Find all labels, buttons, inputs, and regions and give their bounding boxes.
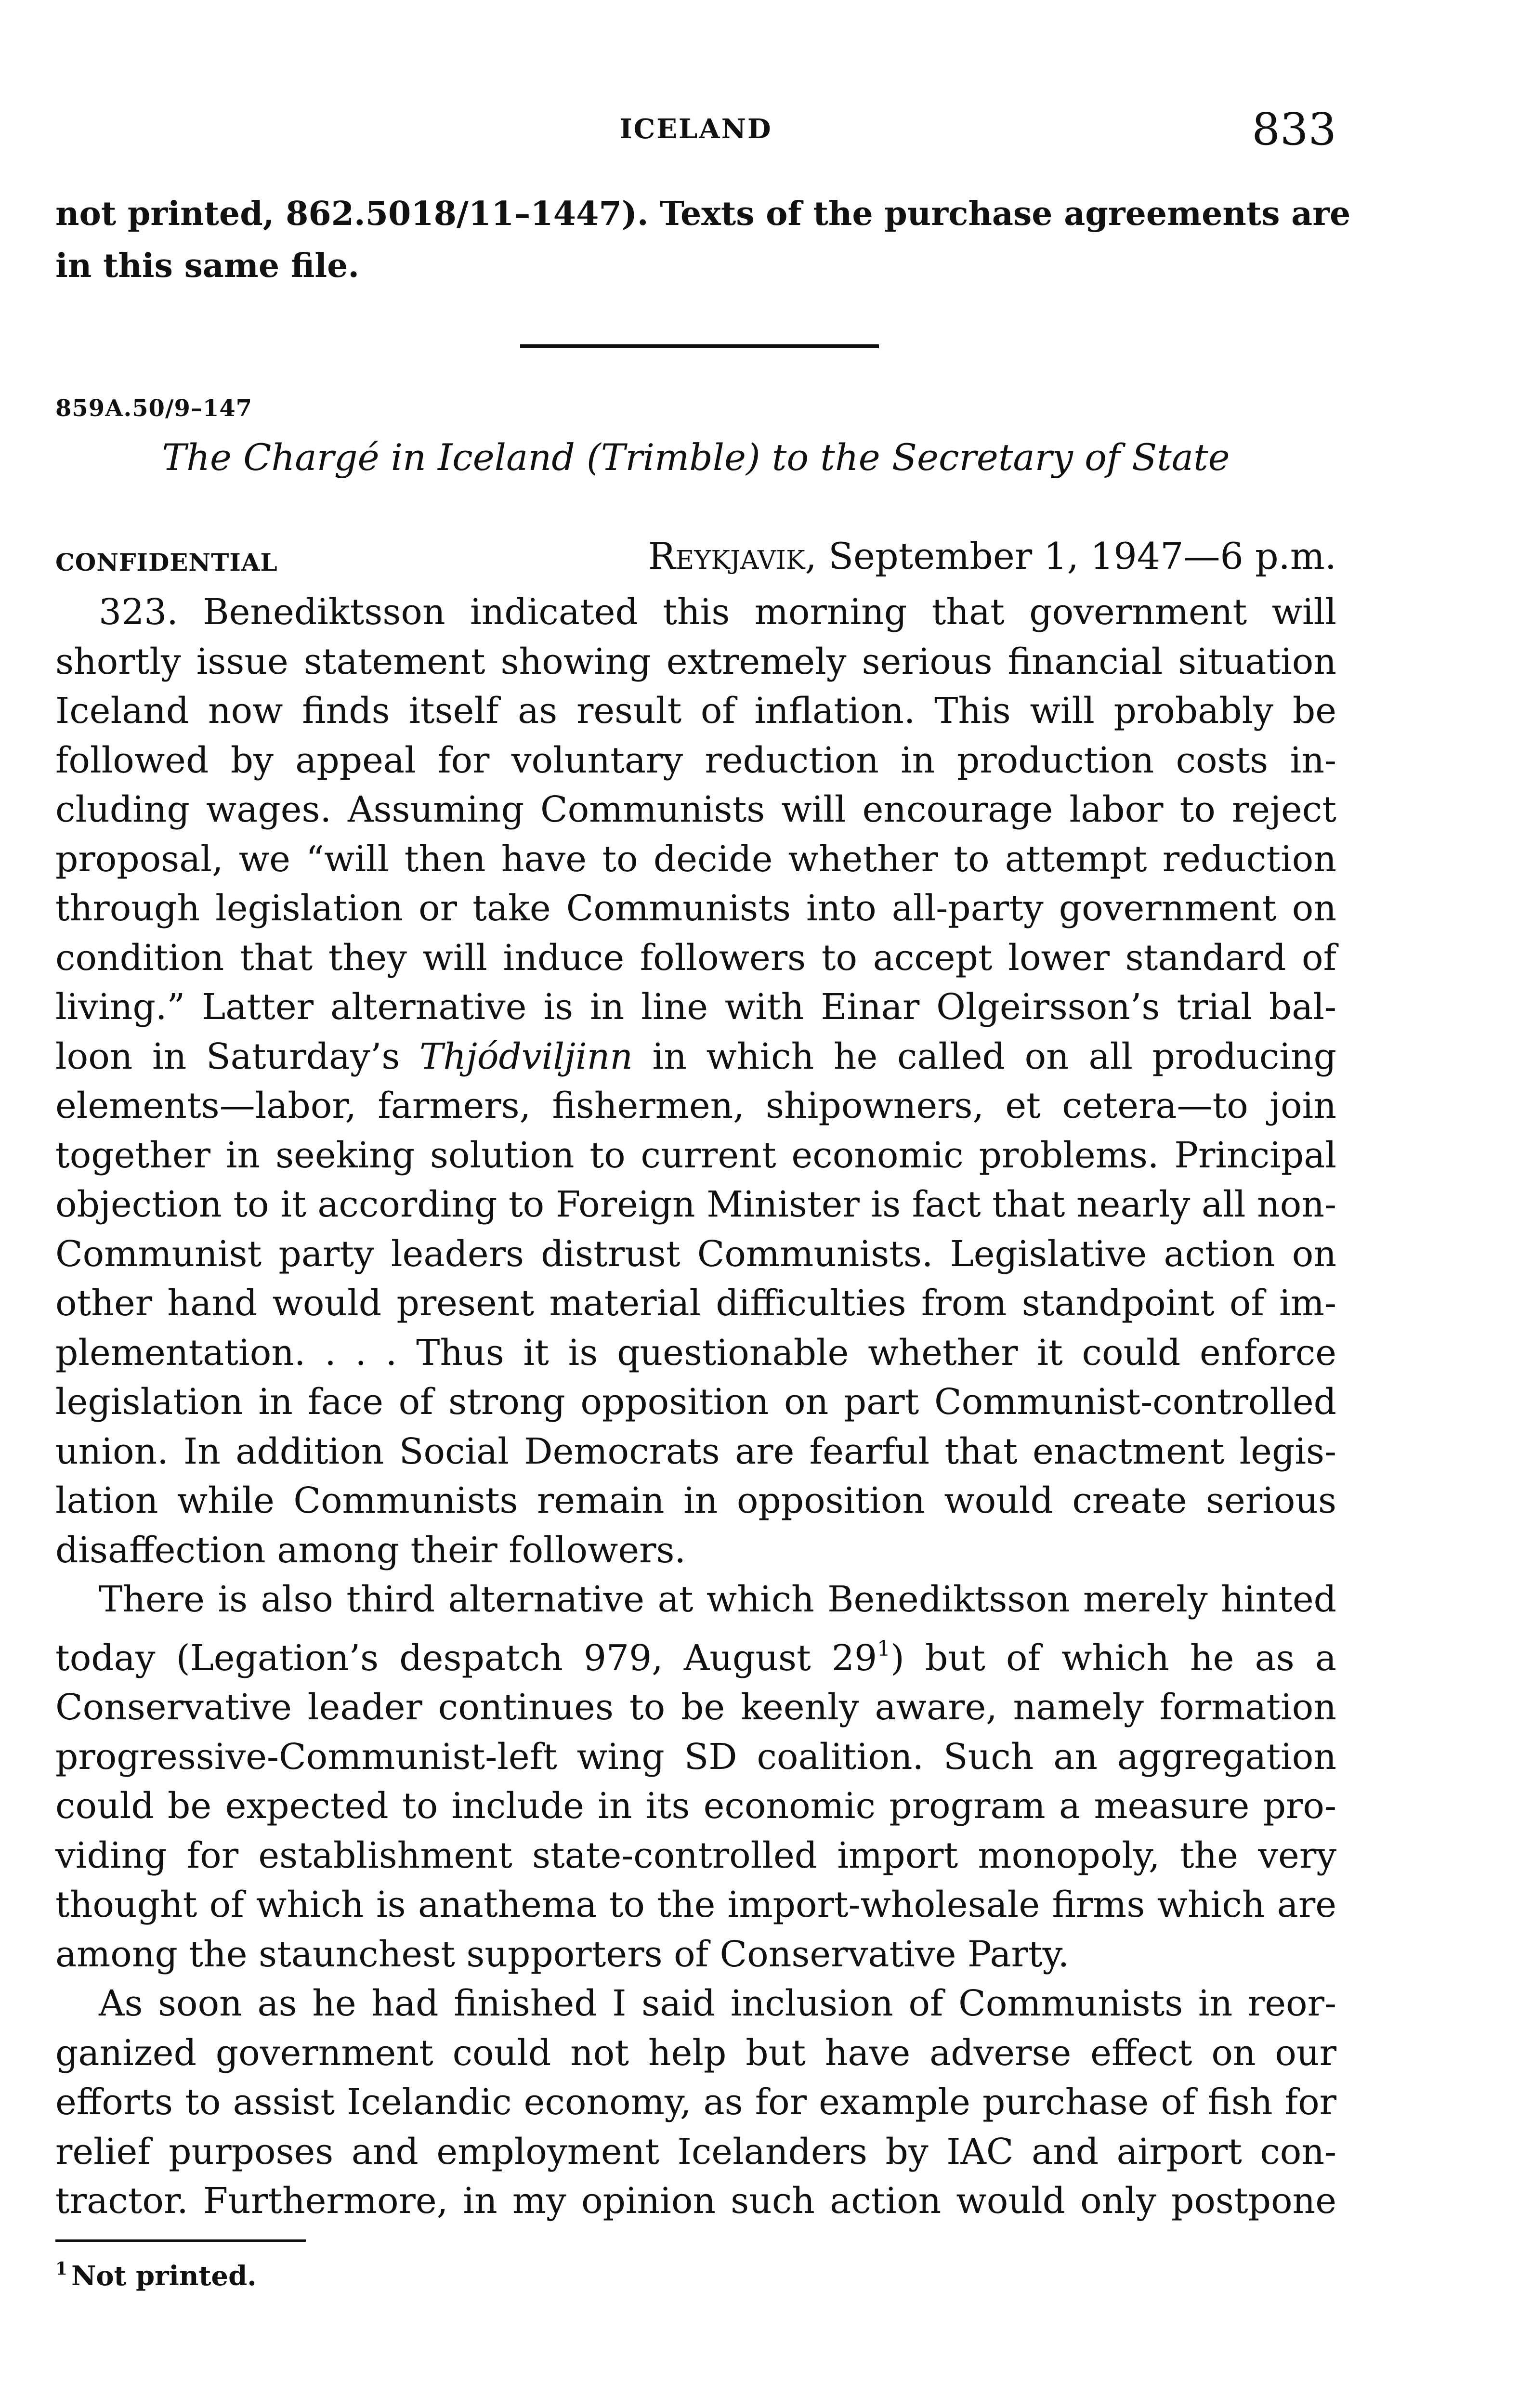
footnote-reference: 1	[877, 1636, 891, 1661]
body-line: disaffection among their followers.	[55, 1529, 686, 1571]
body-line-segment: loon in Saturday’s	[55, 1035, 419, 1077]
carry-over-text	[55, 188, 1351, 292]
body-line: thought of which is anathema to the import-wholesale firms which are	[55, 1884, 1336, 1925]
dateline-date: September 1, 1947—6 p.m.	[828, 535, 1336, 577]
section-separator	[520, 344, 879, 348]
body-line: Conservative leader continues to be keenly aware, namely formation	[55, 1687, 1336, 1728]
body-line: Communist party leaders distrust Communists. Legislative action on	[55, 1233, 1336, 1275]
document-title: The Chargé in Iceland (Trimble) to the Secretary of State	[162, 436, 1230, 479]
body-line: union. In addition Social Democrats are fearful that enactment legis-	[55, 1430, 1336, 1472]
body-line: proposal, we “will then have to decide whether to attempt reduction	[55, 838, 1336, 880]
running-head	[55, 104, 1336, 161]
body-line: cluding wages. Assuming Communists will encourage labor to reject	[55, 789, 1336, 830]
body-text	[55, 588, 1336, 2226]
body-line: legislation in face of strong opposition on part Communist-controlled	[55, 1381, 1336, 1423]
body-line: Iceland now finds itself as result of inflation. This will probably be	[55, 690, 1336, 732]
footnote-text: Not printed.	[71, 2260, 257, 2292]
footnote-rule	[55, 2239, 306, 2242]
body-line: together in seeking solution to current economic problems. Principal	[55, 1134, 1336, 1176]
body-line: tractor. Furthermore, in my opinion such action would only postpone	[55, 2180, 1336, 2222]
body-line	[55, 1032, 1336, 1082]
body-line: objection to it according to Foreign Minister is fact that nearly all non-	[55, 1184, 1336, 1225]
body-line: condition that they will induce followers to accept lower standard of	[55, 937, 1336, 979]
footnote-marker: 1	[55, 2259, 68, 2279]
body-line: elements—labor, farmers, fishermen, shipowners, et cetera—to join	[55, 1085, 1336, 1126]
dateline	[648, 535, 1336, 577]
body-line-segment: in which he called on all producing	[632, 1035, 1336, 1077]
carry-over-line: not printed, 862.5018/11–1447). Texts of the purchase agreements are	[55, 195, 1351, 233]
file-number: 859A.50/9–147	[55, 395, 253, 422]
dateline-place: Reykjavik,	[648, 535, 817, 577]
body-line: shortly issue statement showing extremely serious financial situation	[55, 641, 1336, 682]
newspaper-title: Thjódviljinn	[419, 1035, 633, 1077]
dateline-row	[55, 535, 1336, 583]
body-line: progressive-Communist-left wing SD coalition. Such an aggregation	[55, 1736, 1336, 1778]
body-line: There is also third alternative at which Benediktsson merely hinted	[99, 1579, 1336, 1620]
body-line: efforts to assist Icelandic economy, as for example purchase of fish for	[55, 2081, 1336, 2123]
body-line: followed by appeal for voluntary reduction in production costs in-	[55, 739, 1336, 781]
body-line	[55, 1624, 1336, 1683]
body-line: relief purposes and employment Icelanders by IAC and airport con-	[55, 2131, 1336, 2172]
carry-over-line: in this same file.	[55, 247, 360, 285]
body-line-segment: today (Legation’s despatch 979, August 29	[55, 1637, 877, 1679]
body-line-segment: ) but of which he as a	[890, 1637, 1336, 1679]
body-line: 323. Benediktsson indicated this morning that government will	[99, 591, 1336, 633]
footnote	[55, 2259, 257, 2292]
running-title: ICELAND	[619, 113, 772, 145]
body-line: As soon as he had finished I said inclusion of Communists in reor-	[99, 1983, 1336, 2024]
classification-label: CONFIDENTIAL	[55, 548, 278, 576]
body-line: among the staunchest supporters of Conservative Party.	[55, 1933, 1070, 1975]
page-number: 833	[1252, 104, 1336, 155]
body-line: lation while Communists remain in opposition would create serious	[55, 1480, 1336, 1521]
body-line: other hand would present material difficulties from standpoint of im-	[55, 1283, 1336, 1324]
body-line: ganized government could not help but have adverse effect on our	[55, 2032, 1336, 2074]
body-line: through legislation or take Communists into all-party government on	[55, 888, 1336, 929]
body-line: viding for establishment state-controlled import monopoly, the very	[55, 1834, 1336, 1876]
body-line: plementation. . . . Thus it is questionable whether it could enforce	[55, 1332, 1336, 1374]
body-line: could be expected to include in its economic program a measure pro-	[55, 1785, 1336, 1827]
body-line: living.” Latter alternative is in line with Einar Olgeirsson’s trial bal-	[55, 986, 1336, 1028]
